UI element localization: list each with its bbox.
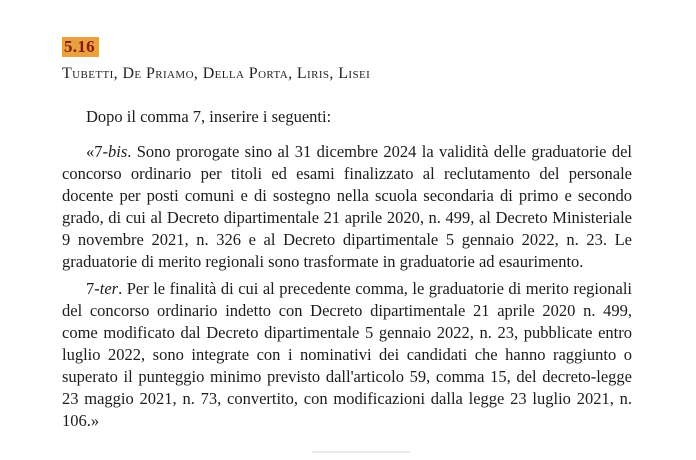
paragraph-7ter-text: . Per le finalità di cui al precedente comma, le graduatorie di merito regionali del concorso ordinario indetto con Decreto dipartimentale 21 aprile 2020 n. 499, come modificato dal Decreto dipartimentale 5 gennaio 2022, n. 23, pubblicate entro luglio 2022, sono integrate con i nominativi dei candidati che hanno raggiunto o superato il punteggio minimo previsto dall'articolo 59, comma 15, del decreto-legge 23 maggio 2021, n. 73, convertito, con modificazioni dalla legge 23 luglio 2021, n. 106.» <box>62 279 632 430</box>
amendment-number-highlight[interactable]: 5.16 <box>62 37 99 57</box>
next-section-edge-artifact <box>312 451 410 453</box>
amendment-text-block <box>62 106 632 432</box>
paragraph-7ter <box>62 278 632 432</box>
instruction-line: Dopo il comma 7, inserire i seguenti: <box>86 107 332 126</box>
paragraph-7bis-open: «7- <box>86 142 108 161</box>
paragraph-7ter-label: ter <box>99 279 119 298</box>
proponents-line: Tubetti, De Priamo, Della Porta, Liris, Lisei <box>62 65 371 82</box>
paragraph-7ter-open: 7- <box>86 279 100 298</box>
paragraph-7bis-text: . Sono prorogate sino al 31 dicembre 2024 la validità delle graduatorie del concorso ordinario per titoli ed esami finalizzato al reclutamento del personale docente per posti comuni e di sostegno nella scuola secondaria di primo e secondo grado, di cui al Decreto dipartimentale 21 aprile 2020, n. 499, al Decreto Ministeriale 9 novembre 2021, n. 326 e al Decreto dipartimentale 5 gennaio 2022, n. 23. Le graduatorie di merito regionali sono trasformate in graduatorie ad esaurimento. <box>62 142 632 271</box>
paragraph-7bis-label: bis <box>108 142 128 161</box>
paragraph-7bis <box>62 141 632 273</box>
